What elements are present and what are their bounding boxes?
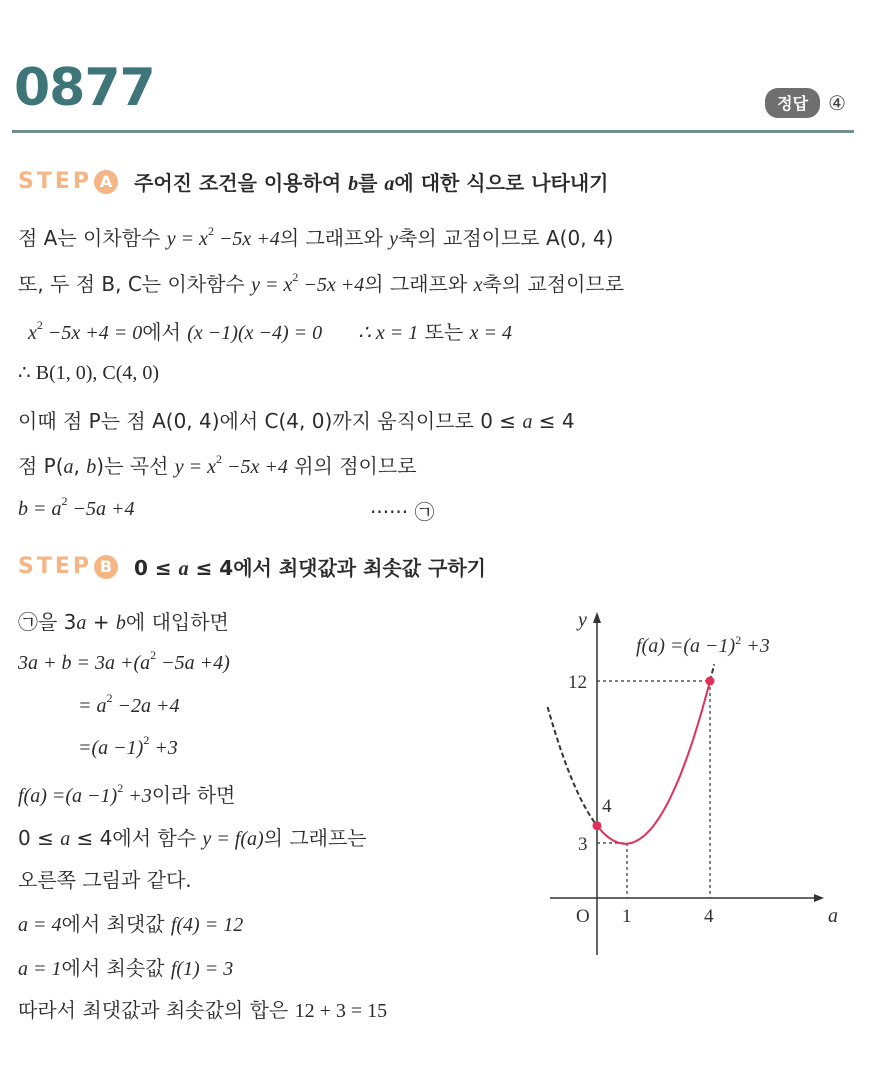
step-b-title-var: a <box>178 558 189 580</box>
math-sup: 2 <box>117 781 124 796</box>
math-sup: 2 <box>207 224 214 239</box>
math: (x −1)(x −4) = 0 <box>187 322 323 344</box>
x-axis-label: a <box>828 905 838 927</box>
step-b-word: STEP <box>18 554 93 579</box>
math: −5a +4 <box>67 498 135 520</box>
step-b-badge: B <box>94 555 118 579</box>
step-b-line-2 <box>18 650 230 675</box>
math: +3 <box>123 785 152 807</box>
math: y = x <box>174 456 216 478</box>
math: a = 1 <box>18 958 62 980</box>
step-b-line-6 <box>18 822 367 851</box>
step-a-badge: A <box>94 170 118 194</box>
step-b-title-part: 0 ≤ <box>134 556 179 580</box>
text: ≤ 4 <box>70 826 113 850</box>
step-b-line-9 <box>18 952 233 981</box>
math: −5x +4 <box>298 274 365 296</box>
y-tick-4: 4 <box>602 796 612 817</box>
answer-badge: 정답 <box>765 88 820 118</box>
math: −5x +4 = 0 <box>42 322 143 344</box>
math: ∴ x = 1 <box>358 322 419 344</box>
text: 에서 최솟값 <box>61 956 171 980</box>
step-b-line-10 <box>18 994 387 1023</box>
step-a-title <box>134 167 608 196</box>
text: ≤ 4 <box>532 409 575 433</box>
text: 위의 점이므로 <box>287 454 417 478</box>
step-a-heading <box>18 167 609 196</box>
equation-marker: ······ ㉠ <box>370 500 435 524</box>
math-sup: 2 <box>36 318 43 333</box>
step-a-title-var: b <box>348 173 359 195</box>
step-a-line-6 <box>18 450 417 479</box>
problem-number: 0877 <box>14 58 155 118</box>
math: x <box>28 322 37 344</box>
math: y = x <box>251 274 293 296</box>
math: 12 + 3 = 15 <box>294 1000 388 1022</box>
step-a-title-part: 를 <box>358 171 385 195</box>
math: a <box>63 456 74 478</box>
x-tick-4: 4 <box>704 906 714 927</box>
math: f(4) = 12 <box>170 914 244 936</box>
point-a4 <box>706 677 715 686</box>
step-b-title <box>134 552 486 581</box>
y-tick-3: 3 <box>578 834 588 855</box>
text: 에서 최댓값 <box>61 912 171 936</box>
text: 축의 교점이므로 <box>482 272 625 296</box>
step-a-line-3 <box>28 316 512 345</box>
text: 따라서 최댓값과 최솟값의 합은 <box>18 998 295 1022</box>
step-a-line-4: ∴ B(1, 0), C(4, 0) <box>18 362 160 384</box>
parabola-graph <box>530 600 860 960</box>
text: 점 P( <box>18 454 64 478</box>
math: x <box>473 274 483 296</box>
math: y = x <box>166 228 208 250</box>
curve-label <box>636 633 770 657</box>
math-sup: 2 <box>106 691 113 706</box>
text: 에 대입하면 <box>125 610 229 634</box>
step-b-line-3 <box>78 693 180 718</box>
text: 0 ≤ <box>18 826 61 850</box>
math-sup: 2 <box>61 494 68 509</box>
text: 축의 교점이므로 A(0, 4) <box>398 226 614 250</box>
math: y = f(a) <box>202 828 264 850</box>
text: 의 그래프는 <box>263 826 367 850</box>
math-sup: 2 <box>143 733 150 748</box>
math: a <box>522 411 533 433</box>
y-axis-arrow <box>593 612 601 623</box>
curve-label-main: f(a) =(a −1) <box>636 635 736 657</box>
text: ㉠을 3 <box>18 610 77 634</box>
math: a <box>60 828 71 850</box>
step-a-title-part: 주어진 조건을 이용하여 <box>134 171 349 195</box>
math: +3 <box>149 737 178 759</box>
text: 또는 <box>418 320 470 344</box>
math: a <box>76 612 87 634</box>
step-a-line-2 <box>18 268 624 297</box>
step-a-line-7 <box>18 496 135 521</box>
y-axis-label: y <box>578 609 587 631</box>
y-tick-12: 12 <box>568 672 587 693</box>
math-sup: 2 <box>150 648 157 663</box>
text: 의 그래프와 <box>364 272 474 296</box>
step-b-line-5 <box>18 779 235 808</box>
math: 3a + b = 3a +(a <box>18 652 151 674</box>
math: b <box>115 612 126 634</box>
text: )는 곡선 <box>96 454 175 478</box>
point-a0 <box>593 821 602 830</box>
step-a-line-1 <box>18 222 613 251</box>
math-sup: 2 <box>216 452 222 467</box>
text: 이라 하면 <box>151 783 236 807</box>
text: 이때 점 P는 점 A(0, 4)에서 C(4, 0)까지 움직이므로 0 ≤ <box>18 409 523 433</box>
math: −5a +4) <box>156 652 230 674</box>
math: a = 4 <box>18 914 62 936</box>
step-a-title-var: a <box>384 173 395 195</box>
step-b-line-8 <box>18 908 243 937</box>
origin-label: O <box>576 906 590 927</box>
curve-extension-left <box>548 707 597 826</box>
math: −5x +4 <box>222 456 288 478</box>
math: f(a) =(a −1) <box>18 785 118 807</box>
text: 점 A는 이차함수 <box>18 226 167 250</box>
text: 의 그래프와 <box>279 226 390 250</box>
text: 또, 두 점 B, C는 이차함수 <box>18 272 252 296</box>
step-b-title-part: 에서 최댓값과 최솟값 구하기 <box>233 556 486 580</box>
math: −2a +4 <box>112 695 180 717</box>
step-b-title-part: ≤ 4 <box>188 556 234 580</box>
math: =(a −1) <box>78 737 144 759</box>
step-a-title-part: 에 대한 식으로 나타내기 <box>394 171 609 195</box>
header-divider <box>12 130 854 133</box>
math: f(1) = 3 <box>170 958 234 980</box>
step-b-line-4 <box>78 735 178 760</box>
text: + <box>86 610 116 634</box>
step-a-line-5 <box>18 405 575 434</box>
answer-indicator <box>765 88 846 118</box>
math: x = 4 <box>469 322 512 344</box>
math: b <box>86 456 97 478</box>
text: , <box>73 454 87 478</box>
step-b-heading <box>18 552 486 581</box>
answer-value: ④ <box>828 91 846 115</box>
parabola-curve <box>597 681 710 844</box>
x-tick-1: 1 <box>622 906 632 927</box>
math: = a <box>78 695 107 717</box>
curve-label-tail: +3 <box>741 635 770 657</box>
math-sup: 2 <box>292 270 299 285</box>
curve-label-sup: 2 <box>735 633 742 647</box>
step-b-line-1 <box>18 606 229 635</box>
step-a-word: STEP <box>18 169 93 194</box>
math: y <box>389 228 399 250</box>
math: −5x +4 <box>213 228 280 250</box>
x-axis-arrow <box>814 894 824 902</box>
step-b-line-7: 오른쪽 그림과 같다. <box>18 868 192 892</box>
math: b = a <box>18 498 62 520</box>
text: 에서 함수 <box>112 826 203 850</box>
text: 에서 <box>142 320 188 344</box>
